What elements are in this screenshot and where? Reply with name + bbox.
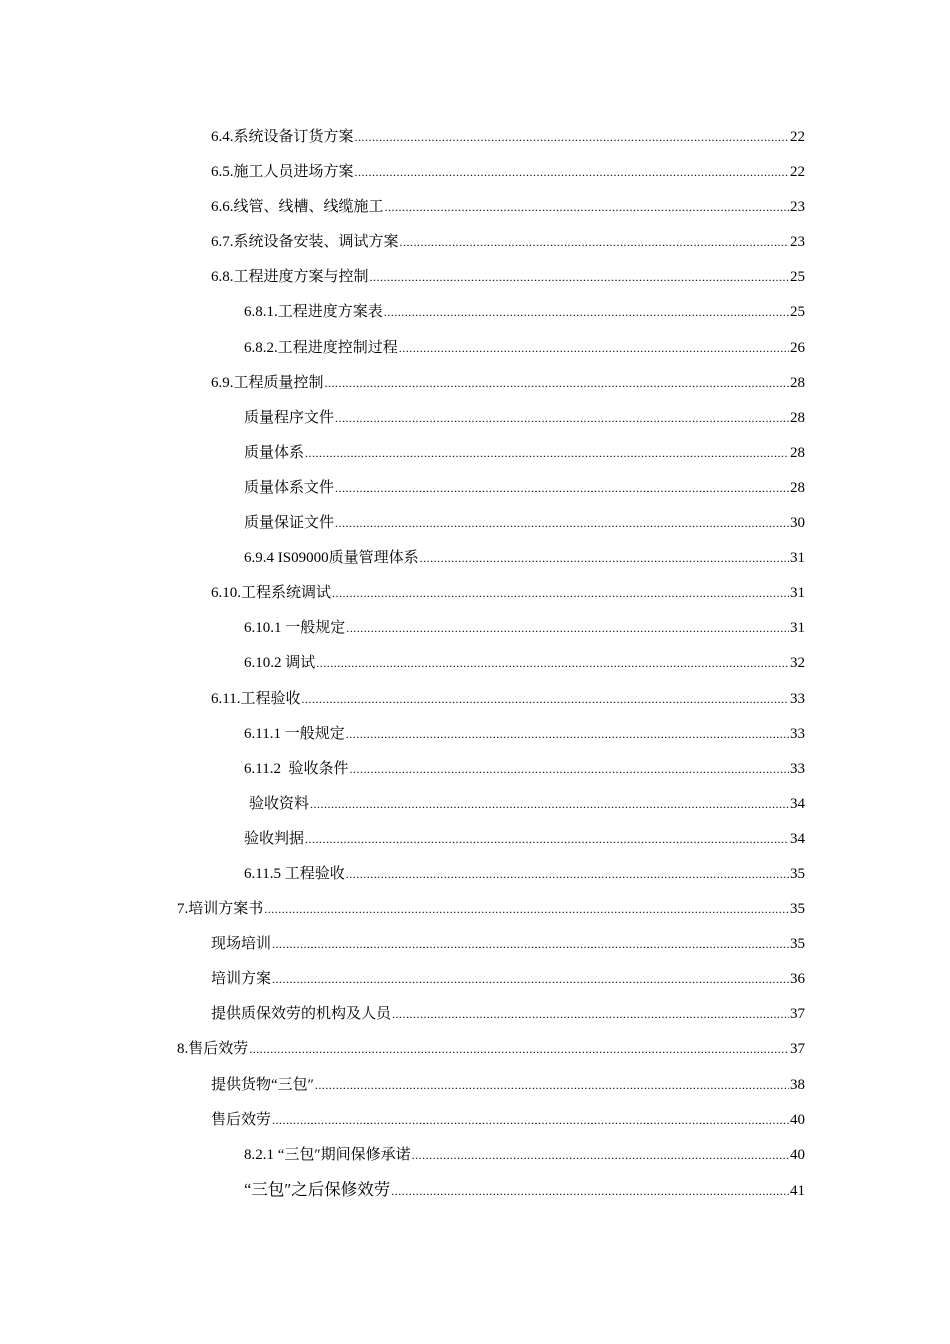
toc-entry-label: 8.2.1 “三包″期间保修承诺 — [244, 1146, 411, 1163]
dot-leader — [272, 933, 789, 955]
toc-row — [0, 196, 950, 231]
toc-entry[interactable] — [211, 196, 805, 218]
toc-entry[interactable] — [177, 1038, 805, 1060]
toc-entry[interactable] — [244, 477, 805, 499]
toc-row — [0, 512, 950, 547]
toc-page-number: 25 — [790, 269, 805, 286]
toc-entry-label: 提供货物“三包″ — [211, 1076, 314, 1093]
toc-entry[interactable] — [244, 828, 805, 850]
toc-row — [0, 828, 950, 863]
dot-leader — [384, 301, 789, 323]
toc-entry[interactable] — [244, 863, 805, 885]
toc-page-number: 41 — [790, 1182, 805, 1199]
dot-leader — [325, 372, 789, 394]
toc-row — [0, 1109, 950, 1144]
dot-leader — [272, 968, 789, 990]
toc-page-number: 31 — [790, 550, 805, 567]
toc-entry[interactable] — [211, 126, 805, 148]
toc-entry-label: 售后效劳 — [211, 1111, 272, 1128]
toc-row — [0, 161, 950, 196]
toc-row — [0, 1003, 950, 1038]
toc-page-number: 30 — [790, 515, 805, 532]
toc-page-number: 37 — [790, 1006, 805, 1023]
dot-leader — [412, 1144, 789, 1166]
toc-page-number: 33 — [790, 725, 805, 742]
toc-entry[interactable] — [249, 793, 805, 815]
toc-page-number: 22 — [790, 129, 805, 145]
toc-entry-label: 质量程序文件 — [244, 409, 335, 426]
toc-entry[interactable] — [177, 898, 805, 920]
toc-entry-label: 7.培训方案书 — [177, 901, 264, 918]
toc-entry-label: 6.11.工程验收 — [211, 690, 301, 707]
toc-page-number: 28 — [790, 444, 805, 461]
toc-entry[interactable] — [211, 933, 805, 955]
toc-entry-label: 验收资料 — [249, 795, 310, 812]
toc-entry[interactable] — [211, 372, 805, 394]
dot-leader — [355, 161, 789, 183]
toc-row — [0, 231, 950, 266]
toc-page-number: 34 — [790, 830, 805, 847]
toc-row — [0, 337, 950, 372]
toc-row — [0, 1038, 950, 1073]
toc-page-number: 34 — [790, 795, 805, 812]
toc-entry[interactable] — [244, 1179, 805, 1202]
toc-entry-label: 6.7.系统设备安装、调试方案 — [211, 234, 399, 251]
toc-entry-label: 质量保证文件 — [244, 515, 335, 532]
dot-leader — [346, 863, 789, 885]
dot-leader — [332, 582, 789, 604]
dot-leader — [370, 266, 789, 288]
toc-row — [0, 793, 950, 828]
toc-row — [0, 372, 950, 407]
toc-entry[interactable] — [211, 1003, 805, 1025]
toc-entry-label: 6.10.2 调试 — [244, 655, 316, 672]
toc-page-number: 31 — [790, 620, 805, 637]
dot-leader — [399, 337, 789, 359]
toc-entry[interactable] — [244, 442, 805, 464]
toc-entry[interactable] — [211, 688, 805, 710]
toc-page-number: 37 — [790, 1041, 805, 1058]
dot-leader — [392, 1003, 789, 1025]
dot-leader — [385, 196, 789, 218]
toc-page-number: 28 — [790, 409, 805, 426]
dot-leader — [249, 1038, 789, 1060]
toc-page-number: 35 — [790, 901, 805, 918]
dot-leader — [264, 898, 789, 920]
toc-row — [0, 582, 950, 617]
toc-entry[interactable] — [211, 231, 805, 253]
dot-leader — [301, 688, 789, 710]
dot-leader — [346, 617, 789, 639]
table-of-contents — [0, 126, 950, 1214]
toc-page-number: 25 — [790, 304, 805, 321]
dot-leader — [355, 126, 789, 148]
dot-leader — [391, 1180, 789, 1202]
toc-entry-label: 6.11.1 一般规定 — [244, 725, 345, 742]
toc-row — [0, 266, 950, 301]
toc-entry-label: 培训方案 — [211, 971, 272, 988]
toc-entry-label: 6.8.1.工程进度方案表 — [244, 304, 383, 321]
toc-entry-label: 6.9.4 IS09000质量管理体系 — [244, 550, 419, 567]
toc-page-number: 40 — [790, 1111, 805, 1128]
toc-page-number: 31 — [790, 585, 805, 602]
toc-entry[interactable] — [244, 1144, 805, 1166]
toc-row — [0, 547, 950, 582]
toc-row — [0, 1144, 950, 1179]
toc-entry[interactable] — [244, 652, 805, 674]
toc-entry-label: 6.4.系统设备订货方案 — [211, 129, 354, 145]
toc-entry-label: 质量体系 — [244, 444, 305, 461]
toc-entry-label: 6.11.2 验收条件 — [244, 760, 349, 777]
toc-page-number: 28 — [790, 374, 805, 391]
dot-leader — [315, 1074, 789, 1096]
toc-entry[interactable] — [211, 266, 805, 288]
toc-page-number: 38 — [790, 1076, 805, 1093]
toc-row — [0, 933, 950, 968]
toc-entry[interactable] — [211, 1074, 805, 1096]
toc-page-number: 22 — [790, 164, 805, 181]
toc-entry-label: 8.售后效劳 — [177, 1041, 249, 1058]
toc-entry-label: 现场培训 — [211, 936, 272, 953]
dot-leader — [316, 652, 789, 674]
toc-row — [0, 442, 950, 477]
toc-row — [0, 758, 950, 793]
toc-entry-label: 6.10.工程系统调试 — [211, 585, 332, 602]
toc-row — [0, 898, 950, 933]
toc-entry-label: 6.8.2.工程进度控制过程 — [244, 339, 398, 356]
toc-page-number: 23 — [790, 234, 805, 251]
dot-leader — [420, 547, 789, 569]
toc-entry-label: 6.8.工程进度方案与控制 — [211, 269, 369, 286]
toc-page-number: 36 — [790, 971, 805, 988]
dot-leader — [310, 793, 789, 815]
toc-entry-label: 质量体系文件 — [244, 479, 335, 496]
toc-entry[interactable] — [244, 723, 805, 745]
dot-leader — [305, 442, 789, 464]
toc-row — [0, 863, 950, 898]
toc-row — [0, 477, 950, 512]
toc-row — [0, 1179, 950, 1214]
toc-entry-label: 6.10.1 一般规定 — [244, 620, 346, 637]
toc-entry-label: 6.5.施工人员进场方案 — [211, 164, 354, 181]
toc-row — [0, 688, 950, 723]
toc-entry-label: 6.11.5 工程验收 — [244, 865, 345, 882]
dot-leader — [400, 231, 789, 253]
toc-entry[interactable] — [244, 337, 805, 359]
dot-leader — [335, 477, 789, 499]
toc-entry[interactable] — [211, 1109, 805, 1131]
toc-entry-label: 6.9.工程质量控制 — [211, 374, 324, 391]
toc-entry[interactable] — [244, 301, 805, 323]
dot-leader — [335, 512, 789, 534]
toc-entry-label: “三包″之后保修效劳 — [244, 1179, 391, 1199]
toc-row — [0, 126, 950, 161]
toc-row — [0, 617, 950, 652]
toc-entry-label: 6.6.线管、线槽、线缆施工 — [211, 199, 384, 216]
toc-row — [0, 407, 950, 442]
toc-entry[interactable] — [244, 547, 805, 569]
toc-entry[interactable] — [211, 968, 805, 990]
toc-page-number: 33 — [790, 760, 805, 777]
toc-page-number: 40 — [790, 1146, 805, 1163]
toc-page-number: 35 — [790, 936, 805, 953]
toc-entry-label: 验收判据 — [244, 830, 305, 847]
toc-row — [0, 1074, 950, 1109]
toc-entry[interactable] — [211, 161, 805, 183]
toc-entry[interactable] — [244, 407, 805, 429]
toc-page-number: 35 — [790, 865, 805, 882]
toc-page-number: 33 — [790, 690, 805, 707]
toc-page-number: 32 — [790, 655, 805, 672]
toc-entry[interactable] — [244, 512, 805, 534]
dot-leader — [305, 828, 789, 850]
dot-leader — [335, 407, 789, 429]
toc-row — [0, 301, 950, 336]
toc-page-number: 28 — [790, 479, 805, 496]
toc-entry[interactable] — [244, 758, 805, 780]
dot-leader — [272, 1109, 789, 1131]
toc-entry-label: 提供质保效劳的机构及人员 — [211, 1006, 392, 1023]
dot-leader — [346, 723, 789, 745]
toc-row — [0, 968, 950, 1003]
toc-entry[interactable] — [244, 617, 805, 639]
toc-row — [0, 652, 950, 687]
toc-page-number: 23 — [790, 199, 805, 216]
toc-page-number: 26 — [790, 339, 805, 356]
toc-entry[interactable] — [211, 582, 805, 604]
toc-row — [0, 723, 950, 758]
dot-leader — [349, 758, 789, 780]
